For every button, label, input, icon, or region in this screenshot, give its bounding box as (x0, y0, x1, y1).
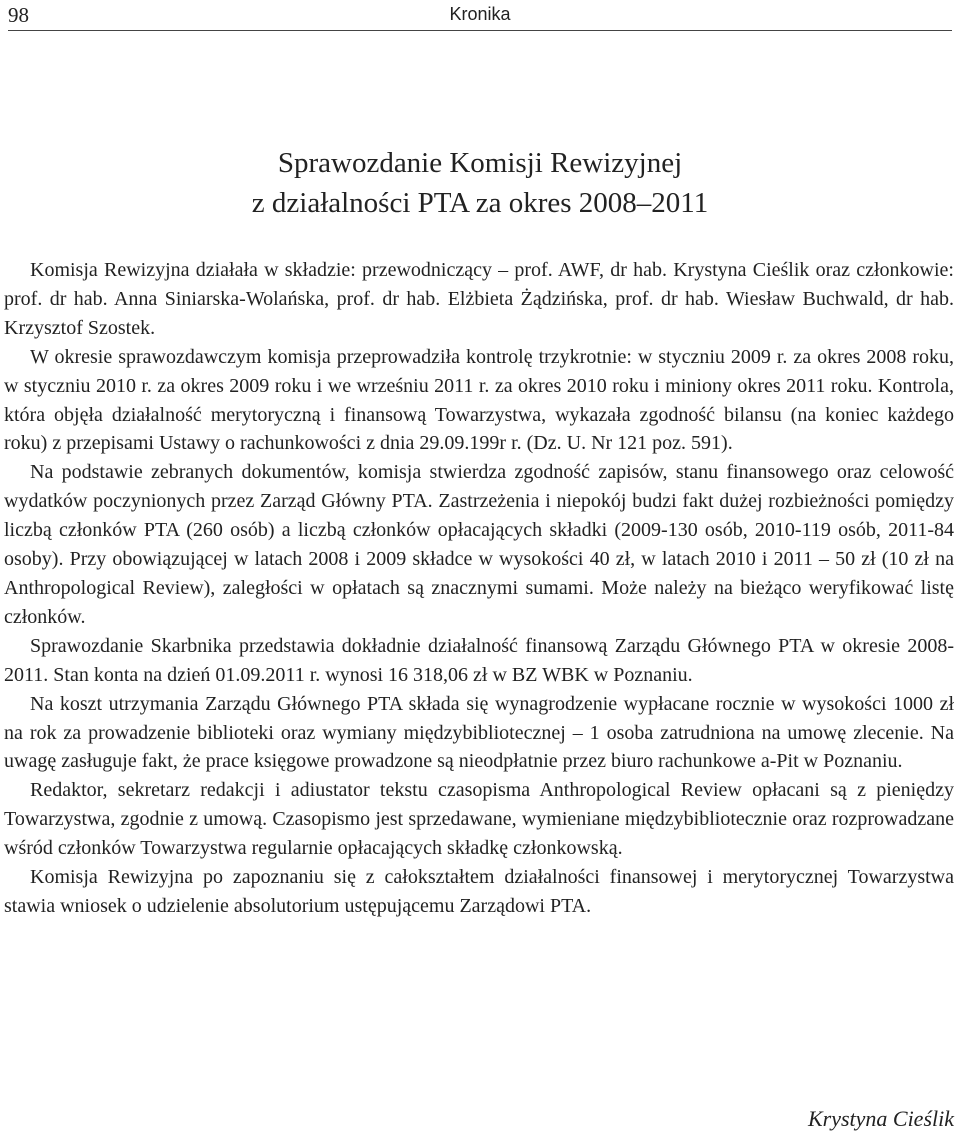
report-title (0, 143, 960, 223)
paragraph-audit-schedule: W okresie sprawozdawczym komisja przeprowadziła kontrolę trzykrotnie: w styczniu 2009 r. za okres 2008 roku, w styczniu 2010 r. za okres 2009 roku i we wrześniu 2011 r. za okres 2010 roku i miniony okres 2011 roku. Kontrola, która objęła działalność merytoryczną i finansową Towarzystwa, wykazała zgodność bilansu (na koniec każdego roku) z przepisami Ustawy o rachunkowości z dnia 29.09.199r r. (Dz. U. Nr 121 poz. 591). (4, 345, 954, 455)
page-number: 98 (8, 3, 29, 27)
paragraph-conclusion: Komisja Rewizyjna po zapoznaniu się z całokształtem działalności finansowej i merytorycznej Towarzystwa stawia wniosek o udzielenie absolutorium ustępującemu Zarządowi PTA. (4, 866, 954, 917)
page-header (8, 0, 952, 31)
report-body (4, 256, 954, 921)
paragraph-findings: Na podstawie zebranych dokumentów, komisja stwierdza zgodność zapisów, stanu finansowego oraz celowość wydatków poczynionych przez Zarząd Główny PTA. Zastrzeżenia i niepokój budzi fakt dużej rozbieżności pomiędzy liczbą członków PTA (260 osób) a liczbą członków opłacających składki (2009-130 osób, 2010-119 osób, 2011-84 osoby). Przy obowiązującej w latach 2008 i 2009 składce w wysokości 40 zł, w latach 2010 i 2011 – 50 zł (10 zł na Anthropological Review), zaległości w opłatach są znacznymi sumami. Może należy na bieżąco weryfikować listę członków. (4, 461, 954, 628)
running-head: Kronika (449, 4, 511, 24)
paragraph-journal-costs: Redaktor, sekretarz redakcji i adiustator tekstu czasopisma Anthropological Review opłacani są z pieniędzy Towarzystwa, zgodnie z umową. Czasopismo jest sprzedawane, wymieniane międzybibliotecznie oraz rozprowadzane wśród członków Towarzystwa regularnie opłacających składkę członkowską. (4, 779, 954, 860)
report-title-line-2: z działalności PTA za okres 2008–2011 (251, 187, 709, 219)
paragraph-committee-composition: Komisja Rewizyjna działała w składzie: przewodniczący – prof. AWF, dr hab. Krystyna Cieślik oraz członkowie: prof. dr hab. Anna Siniarska-Wolańska, prof. dr hab. Elżbieta Żądzińska, prof. dr hab. Wiesław Buchwald, dr hab. Krzysztof Szostek. (4, 259, 954, 339)
report-title-line-1: Sprawozdanie Komisji Rewizyjnej (277, 147, 683, 179)
paragraph-treasurer-report: Sprawozdanie Skarbnika przedstawia dokładnie działalność finansową Zarządu Głównego PTA w okresie 2008-2011. Stan konta na dzień 01.09.2011 r. wynosi 16 318,06 zł w BZ WBK w Poznaniu. (4, 634, 954, 686)
signature: Krystyna Cieślik (807, 1106, 954, 1131)
paragraph-maintenance-costs: Na koszt utrzymania Zarządu Głównego PTA składa się wynagrodzenie wypłacane rocznie w wysokości 1000 zł na rok za prowadzenie biblioteki oraz wymiany międzybibliotecznej – 1 osoba zatrudniona na umowę zlecenie. Na uwagę zasługuje fakt, że prace księgowe prowadzone są nieodpłatnie przez biuro rachunkowe a-Pit w Poznaniu. (4, 692, 954, 773)
